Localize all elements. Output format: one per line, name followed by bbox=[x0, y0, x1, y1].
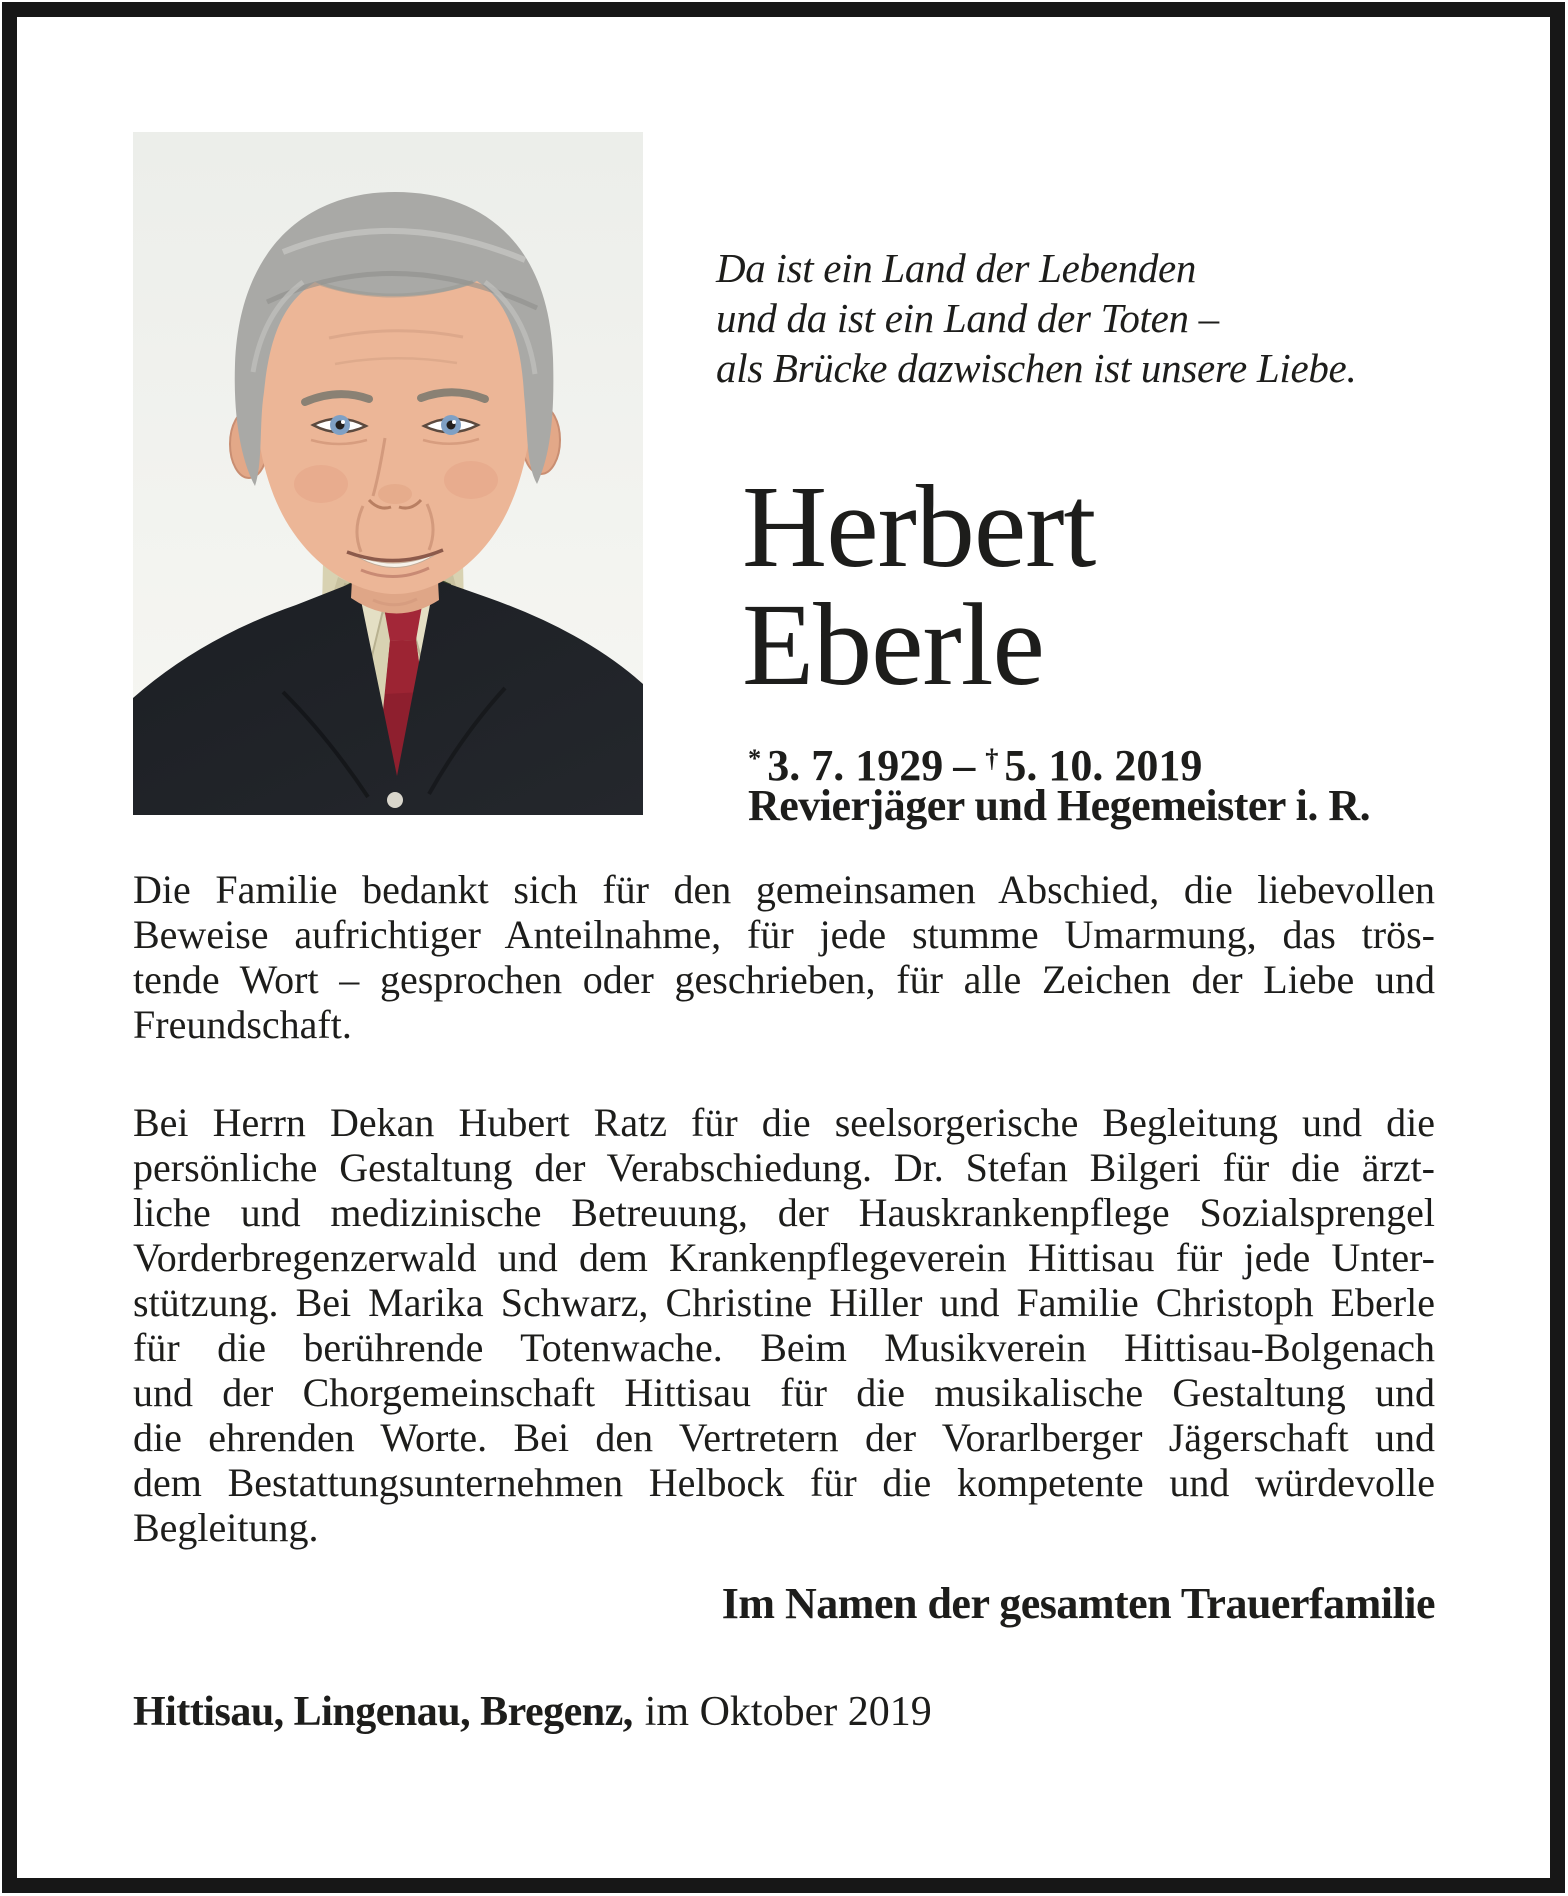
deceased-occupation: Revierjäger und Hegemeister i. R. bbox=[748, 781, 1371, 830]
body-line: Vorderbregenzerwald und dem Krankenpflegeverein Hittisau für jede Unter- bbox=[133, 1235, 1435, 1280]
portrait-photo bbox=[133, 132, 643, 815]
death-cross-symbol: † bbox=[985, 743, 999, 773]
thanks-paragraph-2 bbox=[133, 1100, 1435, 1550]
body-line: die ehrenden Worte. Bei den Vertretern der Vorarlberger Jägerschaft und bbox=[133, 1415, 1435, 1460]
date-separator: – bbox=[953, 741, 976, 791]
body-line: persönliche Gestaltung der Verabschiedung. Dr. Stefan Bilgeri für die ärzt- bbox=[133, 1145, 1435, 1190]
quote-line: als Brücke dazwischen ist unsere Liebe. bbox=[716, 345, 1357, 391]
body-line: und der Chorgemeinschaft Hittisau für die musikalische Gestaltung und bbox=[133, 1370, 1435, 1415]
body-line: Freundschaft. bbox=[133, 1002, 352, 1047]
birth-symbol: * bbox=[748, 743, 762, 773]
body-line: liche und medizinische Betreuung, der Hauskrankenpflege Sozialsprengel bbox=[133, 1190, 1435, 1235]
quote-line: Da ist ein Land der Lebenden bbox=[716, 245, 1197, 291]
footer-date: im Oktober 2019 bbox=[644, 1689, 932, 1735]
body-line: Bei Herrn Dekan Hubert Ratz für die seelsorgerische Begleitung und die bbox=[133, 1100, 1435, 1145]
quote-line: und da ist ein Land der Toten – bbox=[716, 295, 1219, 341]
footer-places: Hittisau, Lingenau, Bregenz, bbox=[133, 1689, 633, 1735]
deceased-name bbox=[742, 461, 1096, 710]
thanks-paragraph-1 bbox=[133, 867, 1435, 1047]
body-line: tende Wort – gesprochen oder geschrieben, für alle Zeichen der Liebe und bbox=[133, 957, 1435, 1002]
body-line: Die Familie bedankt sich für den gemeinsamen Abschied, die liebevollen bbox=[133, 867, 1435, 912]
death-date: 5. 10. 2019 bbox=[1004, 741, 1203, 791]
portrait-illustration bbox=[133, 132, 643, 815]
birth-date: 3. 7. 1929 bbox=[767, 741, 944, 791]
deceased-first-name: Herbert bbox=[742, 461, 1096, 592]
body-line: stützung. Bei Marika Schwarz, Christine Hiller und Familie Christoph Eberle bbox=[133, 1280, 1435, 1325]
body-line: dem Bestattungsunternehmen Helbock für die kompetente und würdevolle bbox=[133, 1460, 1435, 1505]
body-line: für die berührende Totenwache. Beim Musikverein Hittisau-Bolgenach bbox=[133, 1325, 1435, 1370]
body-line: Beweise aufrichtiger Anteilnahme, für jede stumme Umarmung, das trös- bbox=[133, 912, 1435, 957]
epitaph-quote bbox=[716, 243, 1356, 393]
deceased-last-name: Eberle bbox=[742, 579, 1044, 710]
closing-line: Im Namen der gesamten Trauerfamilie bbox=[721, 1579, 1435, 1628]
body-line: Begleitung. bbox=[133, 1505, 319, 1550]
footer-places-date bbox=[133, 1688, 932, 1736]
